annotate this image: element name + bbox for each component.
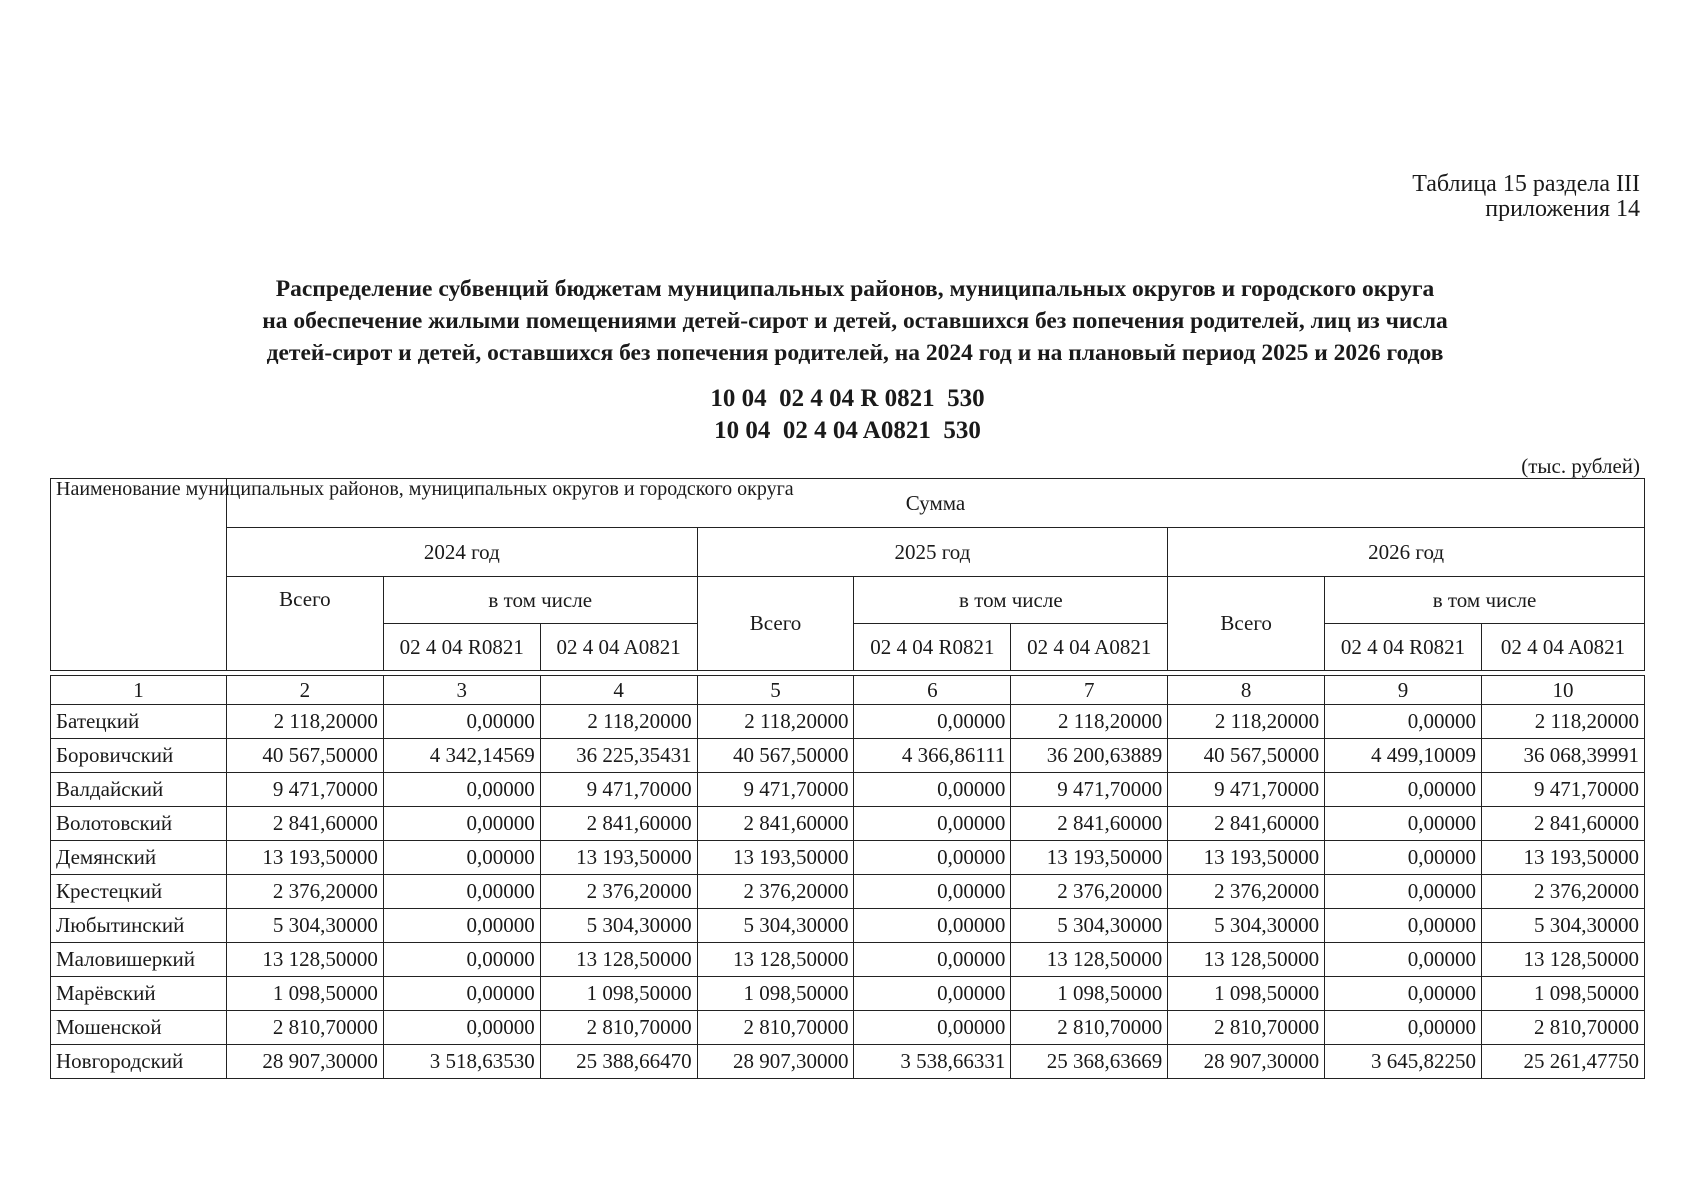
amount-cell: 0,00000 (1325, 807, 1482, 841)
code-a-2025-header: 02 4 04 A0821 (1011, 624, 1168, 671)
amount-cell: 0,00000 (383, 875, 540, 909)
column-number: 9 (1325, 676, 1482, 705)
amount-cell: 0,00000 (1325, 977, 1482, 1011)
column-number: 8 (1168, 676, 1325, 705)
amount-cell: 13 193,50000 (226, 841, 383, 875)
table-row (51, 807, 1645, 841)
amount-cell: 2 118,20000 (540, 705, 697, 739)
column-number: 2 (226, 676, 383, 705)
table-row (51, 943, 1645, 977)
reference-line-2: приложения 14 (1485, 196, 1640, 222)
amount-cell: 1 098,50000 (1011, 977, 1168, 1011)
amount-cell: 9 471,70000 (540, 773, 697, 807)
amount-cell: 13 193,50000 (1011, 841, 1168, 875)
amount-cell: 13 128,50000 (540, 943, 697, 977)
amount-cell: 2 118,20000 (226, 705, 383, 739)
amount-cell: 2 376,20000 (540, 875, 697, 909)
amount-cell: 0,00000 (854, 977, 1011, 1011)
budget-code-2: 10 04 02 4 04 A0821 530 (714, 417, 981, 444)
amount-cell: 2 810,70000 (697, 1011, 854, 1045)
amount-cell: 0,00000 (1325, 943, 1482, 977)
year-2026-header: 2026 год (1168, 528, 1645, 577)
including-2024-header: в том числе (383, 577, 697, 624)
amount-cell: 0,00000 (854, 1011, 1011, 1045)
amount-cell: 36 225,35431 (540, 739, 697, 773)
amount-cell: 13 193,50000 (1168, 841, 1325, 875)
amount-cell: 5 304,30000 (697, 909, 854, 943)
amount-cell: 2 841,60000 (1481, 807, 1644, 841)
name-column-header: Наименование муниципальных районов, муниципальных округов и городского округа (51, 479, 227, 671)
subvention-table (50, 478, 1645, 1079)
amount-cell: 9 471,70000 (1011, 773, 1168, 807)
amount-cell: 25 261,47750 (1481, 1045, 1644, 1079)
amount-cell: 1 098,50000 (1481, 977, 1644, 1011)
table-row (51, 739, 1645, 773)
amount-cell: 2 118,20000 (1168, 705, 1325, 739)
amount-cell: 9 471,70000 (1168, 773, 1325, 807)
year-2024-header: 2024 год (226, 528, 697, 577)
amount-cell: 0,00000 (383, 807, 540, 841)
amount-cell: 1 098,50000 (226, 977, 383, 1011)
amount-cell: 28 907,30000 (1168, 1045, 1325, 1079)
district-name: Маловишеркий (51, 943, 227, 977)
amount-cell: 5 304,30000 (540, 909, 697, 943)
units-label: (тыс. рублей) (1521, 454, 1640, 478)
table-row (51, 909, 1645, 943)
amount-cell: 36 068,39991 (1481, 739, 1644, 773)
amount-cell: 2 841,60000 (1011, 807, 1168, 841)
amount-cell: 0,00000 (854, 841, 1011, 875)
amount-cell: 28 907,30000 (697, 1045, 854, 1079)
amount-cell: 0,00000 (854, 773, 1011, 807)
reference-line-1: Таблица 15 раздела III (1412, 171, 1640, 197)
amount-cell: 2 376,20000 (1011, 875, 1168, 909)
amount-cell: 0,00000 (383, 909, 540, 943)
amount-cell: 5 304,30000 (1481, 909, 1644, 943)
title-line-1: Распределение субвенций бюджетам муниципальных районов, муниципальных округов и городского округа (275, 276, 1435, 302)
amount-cell: 1 098,50000 (540, 977, 697, 1011)
amount-cell: 25 368,63669 (1011, 1045, 1168, 1079)
amount-cell: 13 128,50000 (1481, 943, 1644, 977)
amount-cell: 4 366,86111 (854, 739, 1011, 773)
column-number: 5 (697, 676, 854, 705)
amount-cell: 5 304,30000 (226, 909, 383, 943)
column-number: 3 (383, 676, 540, 705)
amount-cell: 13 193,50000 (540, 841, 697, 875)
district-name: Боровичский (51, 739, 227, 773)
including-2025-header: в том числе (854, 577, 1168, 624)
amount-cell: 3 538,66331 (854, 1045, 1011, 1079)
amount-cell: 0,00000 (383, 1011, 540, 1045)
district-name: Марёвский (51, 977, 227, 1011)
amount-cell: 2 376,20000 (1168, 875, 1325, 909)
table-row (51, 705, 1645, 739)
amount-cell: 2 841,60000 (1168, 807, 1325, 841)
column-number: 10 (1481, 676, 1644, 705)
amount-cell: 5 304,30000 (1011, 909, 1168, 943)
column-number: 6 (854, 676, 1011, 705)
amount-cell: 0,00000 (383, 977, 540, 1011)
column-number: 7 (1011, 676, 1168, 705)
table-row (51, 773, 1645, 807)
table-row (51, 1011, 1645, 1045)
column-number: 4 (540, 676, 697, 705)
district-name: Волотовский (51, 807, 227, 841)
amount-cell: 0,00000 (1325, 875, 1482, 909)
amount-cell: 13 128,50000 (1011, 943, 1168, 977)
document-title (90, 273, 1620, 369)
amount-cell: 0,00000 (854, 705, 1011, 739)
title-line-2: на обеспечение жилыми помещениями детей-сирот и детей, оставшихся без попечения родителей, лиц из числа (262, 308, 1448, 334)
code-r-2026-header: 02 4 04 R0821 (1325, 624, 1482, 671)
district-name: Батецкий (51, 705, 227, 739)
sum-header: Сумма (226, 479, 1644, 528)
amount-cell: 4 342,14569 (383, 739, 540, 773)
table-body (51, 671, 1645, 1079)
amount-cell: 3 518,63530 (383, 1045, 540, 1079)
amount-cell: 2 376,20000 (697, 875, 854, 909)
district-name: Валдайский (51, 773, 227, 807)
header-row-subgroups (51, 577, 1645, 624)
amount-cell: 3 645,82250 (1325, 1045, 1482, 1079)
amount-cell: 2 810,70000 (1481, 1011, 1644, 1045)
budget-code-1: 10 04 02 4 04 R 0821 530 (710, 385, 985, 412)
table-row (51, 1045, 1645, 1079)
code-r-2025-header: 02 4 04 R0821 (854, 624, 1011, 671)
amount-cell: 2 841,60000 (226, 807, 383, 841)
amount-cell: 2 810,70000 (1011, 1011, 1168, 1045)
amount-cell: 9 471,70000 (226, 773, 383, 807)
amount-cell: 13 128,50000 (1168, 943, 1325, 977)
amount-cell: 2 376,20000 (1481, 875, 1644, 909)
amount-cell: 40 567,50000 (226, 739, 383, 773)
including-2026-header: в том числе (1325, 577, 1645, 624)
amount-cell: 0,00000 (1325, 841, 1482, 875)
total-2026-header: Всего (1168, 577, 1325, 671)
amount-cell: 40 567,50000 (697, 739, 854, 773)
amount-cell: 0,00000 (1325, 1011, 1482, 1045)
table-reference (1412, 172, 1640, 222)
amount-cell: 0,00000 (854, 943, 1011, 977)
header-row-years (51, 528, 1645, 577)
district-name: Мошенской (51, 1011, 227, 1045)
amount-cell: 2 118,20000 (1011, 705, 1168, 739)
amount-cell: 0,00000 (1325, 705, 1482, 739)
code-a-2026-header: 02 4 04 A0821 (1481, 624, 1644, 671)
code-r-2024-header: 02 4 04 R0821 (383, 624, 540, 671)
amount-cell: 0,00000 (383, 943, 540, 977)
amount-cell: 0,00000 (383, 841, 540, 875)
amount-cell: 2 376,20000 (226, 875, 383, 909)
amount-cell: 9 471,70000 (697, 773, 854, 807)
district-name: Любытинский (51, 909, 227, 943)
amount-cell: 2 810,70000 (226, 1011, 383, 1045)
amount-cell: 2 118,20000 (1481, 705, 1644, 739)
amount-cell: 0,00000 (854, 875, 1011, 909)
amount-cell: 2 118,20000 (697, 705, 854, 739)
amount-cell: 0,00000 (383, 773, 540, 807)
amount-cell: 13 193,50000 (697, 841, 854, 875)
amount-cell: 0,00000 (1325, 909, 1482, 943)
budget-codes (0, 383, 1695, 447)
title-line-3: детей-сирот и детей, оставшихся без попечения родителей, на 2024 год и на плановый период 2025 и 2026 годов (266, 340, 1444, 366)
amount-cell: 36 200,63889 (1011, 739, 1168, 773)
amount-cell: 9 471,70000 (1481, 773, 1644, 807)
amount-cell: 2 841,60000 (697, 807, 854, 841)
header-row-sum (51, 479, 1645, 528)
table-row (51, 977, 1645, 1011)
amount-cell: 13 128,50000 (226, 943, 383, 977)
amount-cell: 40 567,50000 (1168, 739, 1325, 773)
column-number-row (51, 676, 1645, 705)
amount-cell: 5 304,30000 (1168, 909, 1325, 943)
amount-cell: 2 810,70000 (1168, 1011, 1325, 1045)
amount-cell: 1 098,50000 (1168, 977, 1325, 1011)
amount-cell: 4 499,10009 (1325, 739, 1482, 773)
total-2025-header: Всего (697, 577, 854, 671)
amount-cell: 0,00000 (383, 705, 540, 739)
amount-cell: 25 388,66470 (540, 1045, 697, 1079)
amount-cell: 1 098,50000 (697, 977, 854, 1011)
year-2025-header: 2025 год (697, 528, 1168, 577)
amount-cell: 0,00000 (854, 807, 1011, 841)
district-name: Новгородский (51, 1045, 227, 1079)
amount-cell: 0,00000 (1325, 773, 1482, 807)
district-name: Крестецкий (51, 875, 227, 909)
column-number: 1 (51, 676, 227, 705)
amount-cell: 13 193,50000 (1481, 841, 1644, 875)
amount-cell: 28 907,30000 (226, 1045, 383, 1079)
amount-cell: 0,00000 (854, 909, 1011, 943)
amount-cell: 2 810,70000 (540, 1011, 697, 1045)
total-2024-header: Всего (226, 577, 383, 671)
code-a-2024-header: 02 4 04 A0821 (540, 624, 697, 671)
table-row (51, 875, 1645, 909)
table-row (51, 841, 1645, 875)
amount-cell: 2 841,60000 (540, 807, 697, 841)
district-name: Демянский (51, 841, 227, 875)
amount-cell: 13 128,50000 (697, 943, 854, 977)
